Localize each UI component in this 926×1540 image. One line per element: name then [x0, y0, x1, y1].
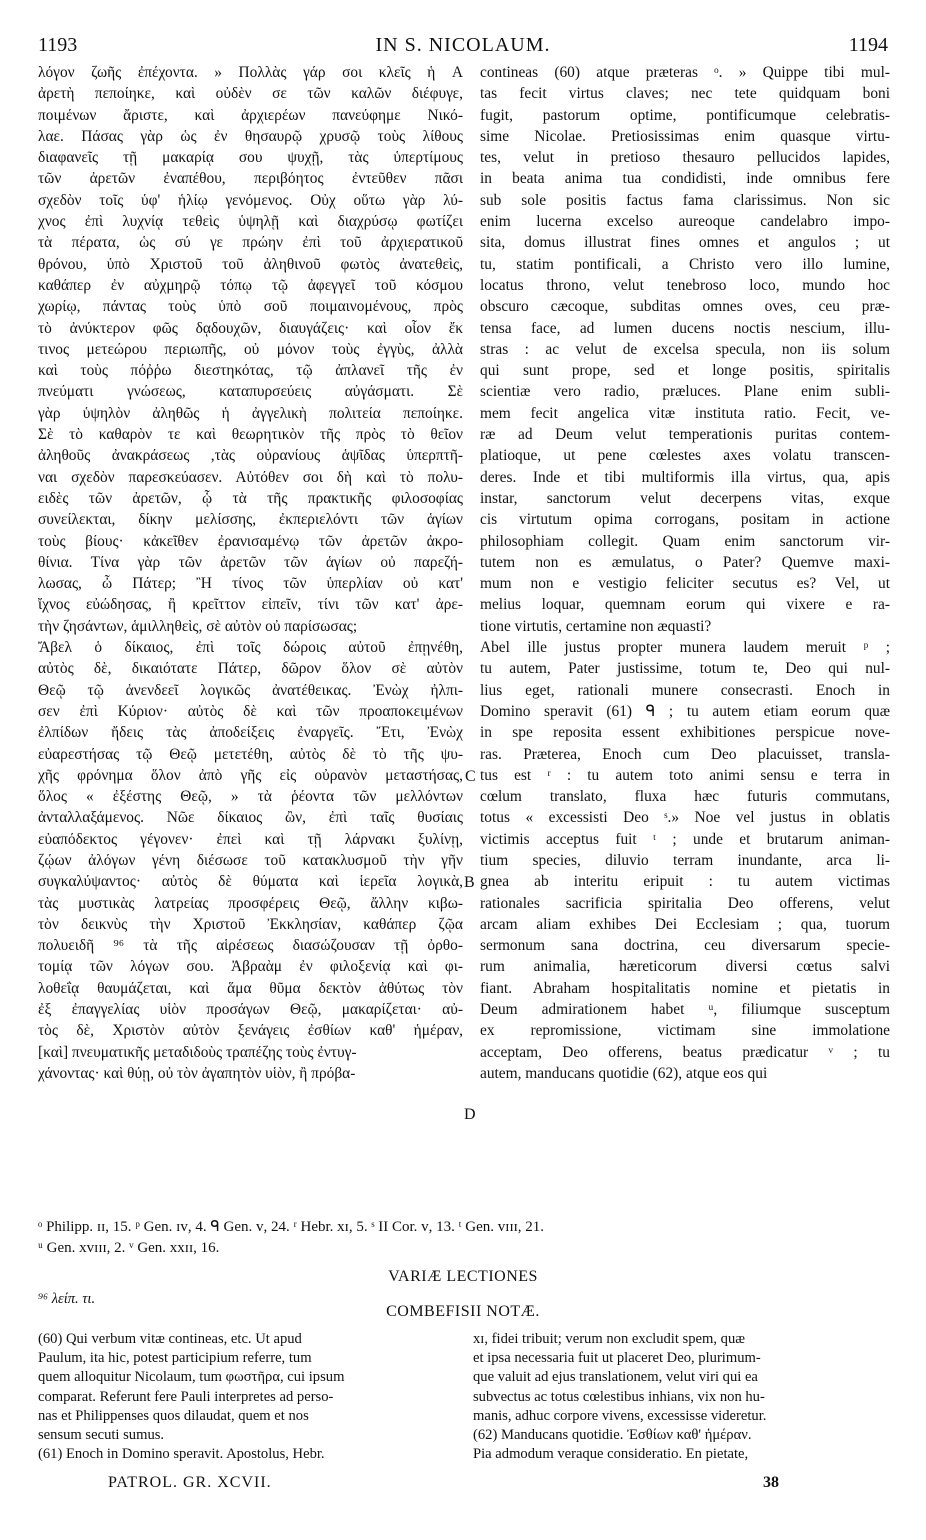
- note-line: subvectus ac totus cœlestibus inhians, vix non hu-: [473, 1388, 765, 1405]
- greek-text-line: αὐτὸς δὲ, δικαιότατε Πάτερ, δῶρον ὅλον σὲ αὐτὸν: [38, 660, 463, 678]
- scripture-ref-row: ᵒ Philipp. ɪɪ, 15. ᵖ Gen. ɪᴠ, 4. ᑫ Gen. ᴠ, 24. ʳ Hebr. xɪ, 5. ˢ II Cor. ᴠ, 13. ᵗ Gen. ᴠɪɪɪ, 21.: [38, 1219, 545, 1235]
- greek-text-line: θρόνου, ὑπὸ Χριστοῦ τοῦ ἀληθινοῦ φωτὸς ἀνατεθεὶς,: [38, 255, 463, 273]
- greek-text-line: σχεδὸν τοῖς ὑφ' ἡλίῳ γενόμενος. Οὐχ οὕτω γὰρ λύ-: [38, 191, 463, 209]
- variant-reading: ⁹⁶ λείπ. τι.: [38, 1291, 96, 1307]
- latin-text-line: sita, domus illustrat fines omnes et angulos ; ut: [480, 234, 890, 252]
- greek-text-line: λωσας, ὦ Πάτερ; Ἢ τίνος τῶν ὑπερλίαν οὐ κατ': [38, 575, 463, 593]
- latin-text-line: sermonum sana doctrina, ceu diversarum specie-: [480, 937, 890, 955]
- greek-text-line: ἐξ ἐπαγγελίας υἱὸν προσάγων Θεῷ, μακαρίζεται· αὐ-: [38, 1001, 463, 1019]
- greek-text-line: ναι σχεδὸν παρεσκεύασεν. Αὐτόθεν σοι δὴ καὶ τὸ πολυ-: [38, 468, 463, 486]
- latin-text-line: fiant. Abraham hospitalitatis nomine et pietatis in: [480, 979, 890, 997]
- greek-text-line: τὰ πέρατα, ὡς σύ γε πρώην ἐπὶ τοῦ ἀρχιερατικοῦ: [38, 234, 463, 252]
- greek-text-line: ειδὲς τῶν ἀρετῶν, ᾧ τὰ τῆς πρακτικῆς φιλοσοφίας: [38, 489, 463, 507]
- greek-text-line: Θεῷ τῷ ἀνενδεεῖ λογικῶς ἀνατέθεικας. Ἐνὼχ ἠλπι-: [38, 681, 463, 699]
- latin-text-line: melius loquar, quemnam eorum qui vixere e ra-: [480, 596, 890, 614]
- greek-text-line: διαφανεῖς τῇ μακαρίᾳ σου ψυχῇ, τὰς ὑπερτίμους: [38, 149, 463, 167]
- latin-text-line: rationales sacrificia spiritalia Deo offerens, velut: [480, 894, 890, 912]
- latin-text-line: arcam aliam exhibes Dei Ecclesiam ; qua, tuorum: [480, 915, 890, 933]
- latin-text-line: ex repromissione, victimam sine immolatione: [480, 1022, 890, 1040]
- greek-text-line: πολυειδῆ ⁹⁶ τὰ τῆς αἱρέσεως διασώζουσαν τῇ ὀρθο-: [38, 937, 463, 955]
- latin-text-line: Abel ille justus propter munera laudem meruit ᵖ ;: [480, 639, 890, 657]
- greek-text-line: χάνοντας· καὶ θύῃ, οὐ τὸν ἀγαπητὸν υἱὸν, ἢ πρόβα-: [38, 1064, 356, 1082]
- right-page-number: 1194: [848, 34, 888, 56]
- latin-text-line: lius eget, rationali munere consecrasti. Enoch in: [480, 681, 890, 699]
- note-line: Pia admodum veraque consideratio. En pietate,: [473, 1446, 749, 1463]
- latin-text-line: platiοque, ut pene cœlestes axes volatu transcen-: [480, 447, 890, 465]
- latin-text-line: tas fecit virtus claves; nec tete quidquam boni: [480, 85, 890, 103]
- latin-text-line: victimis acceptus fuit ᵗ ; unde et brutarum animan-: [480, 830, 890, 848]
- greek-text-line: ἐλπίδων ἤδεις τὰς ἀποδείξεις ἐναργεῖς. Ἔτι, Ἐνὼχ: [38, 724, 463, 742]
- running-title: IN S. NICOLAUM.: [375, 34, 551, 56]
- greek-text-line: λαε. Πάσας γὰρ ὡς ἐν θησαυρῷ χρυσῷ τοὺς λίθους: [38, 127, 463, 145]
- greek-text-line: εὐαρεστήσας τῷ Θεῷ μετετέθη, αὐτὸς δὲ τὸ τῆς ψυ-: [38, 745, 463, 763]
- scripture-ref-row: ᵘ Gen. xᴠɪɪɪ, 2. ᵛ Gen. xxɪɪ, 16.: [38, 1240, 220, 1256]
- greek-text-line: τομίᾳ τῶν λόγων σου. Ἀβραὰμ ἐν φιλοξενίᾳ καὶ φι-: [38, 958, 463, 976]
- greek-text-line: τῶν ἀρετῶν ἐναπέθου, περιβόητος ἐντεῦθεν πᾶσι: [38, 170, 463, 188]
- greek-text-line: λοθεΐᾳ θαυμάζεται, καὶ ἅμα θῦμα δεκτὸν ἀθύτως τὸν: [38, 979, 463, 997]
- greek-text-line: καὶ τοὺς πόῤῥω διεστηκότας, τῷ ἀπλανεῖ τῆς ἐν: [38, 362, 463, 380]
- margin-marker-c: C: [465, 768, 476, 785]
- latin-text-line: cœlum translato, fluxa hæc futuris commutans,: [480, 788, 890, 806]
- greek-text-line: γὰρ ὑψηλὸν ἀληθῶς ἡ ἀγγελικὴ πολιτεία πεποίηκε.: [38, 404, 463, 422]
- greek-text-line: Σὲ τὸ καθαρὸν τε καὶ θεωρητικὸν τῆς πρὸς τὸ θεῖον: [38, 426, 463, 444]
- left-page-number: 1193: [38, 34, 78, 56]
- latin-text-line: contineas (60) atque præteras ᵒ. » Quippe tibi mul-: [480, 64, 890, 81]
- latin-text-line: totus « excessisti Deo ˢ.» Noe vel justus in oblatis: [480, 809, 890, 827]
- margin-marker-b: B: [464, 874, 475, 891]
- greek-text-line: ἀληθοῦς ἀνακράσεως ,τὰς οὐρανίους ἁψῖδας ὑπερπτῆ-: [38, 447, 463, 465]
- greek-text-line: τὴν ζησάντων, ἁμιλληθεὶς, σὲ αὐτὸν οὐ παρίσωσας;: [38, 617, 358, 635]
- latin-text-line: tium species, diluvio terram inundante, arca li-: [480, 851, 890, 869]
- note-line: xɪ, fidei tribuit; verum non excludit spem, quæ: [473, 1331, 745, 1347]
- greek-text-line: ἀρετὴ πεποίηκε, καὶ οὐδὲν σε τῶν καλῶν διέφυγε,: [38, 85, 463, 103]
- greek-text-line: ποιμένων ἄριστε, καὶ ἀρχιερέων πανεύφημε Νικό-: [38, 106, 463, 124]
- latin-text-line: cis virtutum opima corrogans, positam in actione: [480, 511, 890, 529]
- greek-text-line: τὸ ἀνύκτερον φῶς δᾳδουχῶν, διαυγάζεις· καὶ οἷον ἔκ: [38, 319, 463, 337]
- latin-text-line: sub sole positis factus fama clarissimus. Non sic: [480, 191, 890, 209]
- greek-text-line: χῆς φρόνημα ὅλον ἀπὸ γῆς εἰς οὐρανὸν μεταστήσας,: [38, 766, 463, 784]
- latin-text-line: tes, velut in pretioso thesauro pellucidos lapides,: [480, 149, 890, 167]
- note-line: quem alloquitur Nicolaum, tum φωστῆρα, cui ipsum: [38, 1369, 345, 1386]
- note-line: et ipsa necessaria fuit ut placeret Deo, plurimum-: [473, 1350, 761, 1367]
- latin-text-line: tus est ʳ : tu autem toto animi sensu e terra in: [480, 766, 890, 784]
- note-line: manis, adhuc corpore vivens, excessisse videretur.: [473, 1407, 767, 1424]
- latin-text-line: in spe reposita essent exhibitiones perspicue nove-: [480, 724, 890, 742]
- greek-text-line: τὸς δὲ, Χριστὸν αὐτὸν ξενάγεις ἐσθίων καθ' ἡμέραν,: [38, 1022, 463, 1040]
- note-line: nas et Philippenses quos dilaudat, quem et nos: [38, 1407, 309, 1424]
- latin-text-line: acceptam, Deo offerens, beatus prædicatur ᵛ ; tu: [480, 1043, 890, 1061]
- greek-text-line: συνείλεκται, δίκην μελίσσης, ἐκπεριελόντι τῶν ἁγίων: [38, 511, 463, 529]
- greek-text-line: χνος ἐπὶ λυχνίᾳ τεθεὶς ὑψηλῇ καὶ διαχρύσῳ φωτίζει: [38, 213, 463, 231]
- greek-text-column: [38, 62, 463, 1084]
- latin-text-line: autem, manducans quotidie (62), atque eos qui: [480, 1064, 768, 1082]
- latin-text-line: tutem non es æmulatus, o Pater? Quemve maxi-: [480, 553, 890, 571]
- latin-text-line: tensa face, ad lumen ducens noctis nescium, illu-: [480, 319, 890, 337]
- latin-text-line: scientiæ vero radio, præluces. Plane enim subli-: [480, 383, 890, 401]
- note-line: (60) Qui verbum vitæ contineas, etc. Ut apud: [38, 1331, 302, 1347]
- latin-text-line: gnea ab interitu eripuit : tu autem victimas: [480, 873, 890, 891]
- greek-text-line: ἀνταλλαξάμενος. Νῶε δίκαιος ὢν, ἐπὶ ταῖς θυσίαις: [38, 809, 463, 827]
- latin-text-column: [480, 62, 890, 1084]
- notes-right-column: [473, 1330, 890, 1464]
- latin-text-line: in beata anima tua condidisti, inde omnibus fere: [480, 170, 890, 188]
- latin-text-line: obscuro cæcoque, subditas omnes oves, ceu præ-: [480, 298, 890, 316]
- greek-text-line: σεν ἐπὶ Κύριον· αὐτὸς δὲ καὶ τῶν προαποκειμένων: [38, 702, 463, 720]
- latin-text-line: mem fecit angelica vitæ instituta ratio. Fecit, ve-: [480, 404, 890, 422]
- notae-title: COMBEFISII NOTÆ.: [386, 1303, 540, 1320]
- latin-text-line: fugit, pastorum optime, pontificumque celebratis-: [480, 106, 890, 124]
- latin-text-line: Deum admirationem habet ᵘ, filiumque susceptum: [480, 1001, 890, 1019]
- greek-text-line: συγκαλύψαντος· αὐτὸς δὲ θύματα καὶ ἱερεῖα λογικὰ,: [38, 873, 463, 891]
- latin-text-line: tu, statim pontificali, a Christo vero illo lumine,: [480, 255, 890, 273]
- latin-text-line: tu autem, Pater justissime, totum te, Deo qui nul-: [480, 660, 890, 678]
- scripture-references: [38, 1217, 888, 1259]
- latin-text-line: qui sunt prope, sed et longe positis, spiritalis: [480, 362, 890, 380]
- latin-text-line: stras : ac velut de excelsa specula, non iis solum: [480, 340, 890, 358]
- greek-text-line: εὐαπόδεκτος γέγονεν· ἐπεὶ καὶ τῇ λάρνακι ξυλίνῃ,: [38, 830, 463, 848]
- latin-text-line: Domino speravit (61) ᑫ ; tu autem etiam eorum quæ: [480, 702, 890, 720]
- note-line: que valuit ad ejus translationem, velut viri qui ea: [473, 1369, 758, 1386]
- greek-text-line: τὰς μυστικὰς λατρείας προσφέρεις Θεῷ, ἄλλην κιβω-: [38, 894, 463, 912]
- greek-text-line: ὅλος « ἐξέστης Θεῷ, » τὰ ῥέοντα τῶν μελλόντων: [38, 788, 463, 806]
- page-header: [38, 34, 888, 62]
- greek-text-line: ἴχνος εὐώδησας, ἢ κρεῖττον εἰπεῖν, τίνι τῶν κατ' ἀρε-: [38, 596, 463, 614]
- margin-marker-d: D: [464, 1106, 476, 1123]
- greek-text-line: ζῴων ἀλόγων γένη διέσωσε τοῦ κατακλυσμοῦ τὴν γῆν: [38, 851, 463, 869]
- latin-text-line: sime Nicolae. Pretiosissimas enim quasque virtu-: [480, 127, 890, 145]
- latin-text-line: locatus throno, velut tenebroso loco, mundo hoc: [480, 276, 890, 294]
- note-line: sensum secuti sumus.: [38, 1426, 165, 1443]
- latin-text-line: tione virtutis, certamine non æquasti?: [480, 617, 712, 635]
- series-label: PATROL. GR. XCVII.: [108, 1474, 272, 1491]
- latin-text-line: deres. Inde et tibi multiformis illa virtus, qua, apis: [480, 468, 890, 486]
- greek-text-line: τινος μετεώρου περιωπῆς, οὐ μόνον τοὺς ἐγγὺς, ἀλλὰ: [38, 340, 463, 358]
- greek-text-line: θίνια. Τίνα γὰρ τῶν ἀρετῶν τῶν ἁγίων οὐ παρεζή-: [38, 553, 463, 571]
- latin-text-line: enim lucerna excelso aureoque candelabro impo-: [480, 213, 890, 231]
- sheet-number: 38: [763, 1474, 779, 1491]
- note-line: comparat. Referunt fere Pauli interpretes ad perso-: [38, 1388, 334, 1405]
- greek-text-line: λόγον ζωῆς ἐπέχοντα. » Πολλὰς γάρ σοι κλεῖς ἡ A: [38, 64, 463, 81]
- latin-text-line: mum non e vestigio feliciter secutus es? Vel, ut: [480, 575, 890, 593]
- greek-text-line: τοὺς βίους· κἀκεῖθεν ἐρανισαμένῳ τῶν ἀρετῶν ἀκρο-: [38, 532, 463, 550]
- latin-text-line: ras. Præterea, Enoch cum Deo placuisset, transla-: [480, 745, 890, 763]
- variae-lectiones-title: VARIÆ LECTIONES: [388, 1268, 538, 1285]
- greek-text-line: Ἄβελ ὁ δίκαιος, ἐπὶ τοῖς δώροις αὐτοῦ ἐπῃνέθη,: [38, 639, 463, 657]
- latin-text-line: rum animalia, hæreticorum diversi cœtus salvi: [480, 958, 890, 976]
- greek-text-line: πνεύματι γνώσεως, καταπυρσεύεις αὐγάσματι. Σὲ: [38, 383, 463, 401]
- latin-text-line: philosophiam collegit. Quam enim sanctorum vir-: [480, 532, 890, 550]
- greek-text-line: τὸν δεικνὺς τὴν Χριστοῦ Ἐκκλησίαν, καθάπερ ζῷα: [38, 915, 463, 933]
- note-line: Paulum, ita hic, potest participium referre, tum: [38, 1350, 312, 1367]
- greek-text-line: [καὶ] πνευματικῆς μεταδιδοὺς τραπέζης τοὺς ἐντυγ-: [38, 1043, 357, 1061]
- note-line: (61) Enoch in Domino speravit. Apostolus, Hebr.: [38, 1446, 325, 1463]
- note-line: (62) Manducans quotidie. Ἐσθίων καθ' ἡμέραν.: [473, 1426, 752, 1443]
- greek-text-line: χωρίῳ, πάντας τοὺς ὑπὸ σοῦ ποιμαινομένους, πρὸς: [38, 298, 463, 316]
- greek-text-line: καθάπερ ἐν αὐχμηρῷ τόπῳ τῷ ἀφεγγεῖ τοῦ κόσμου: [38, 276, 463, 294]
- latin-text-line: ræ ad Deum velut temperationis puritas contem-: [480, 426, 890, 444]
- notes-left-column: [38, 1330, 453, 1464]
- latin-text-line: instar, sanctorum velut decerpens vitas, exque: [480, 489, 890, 507]
